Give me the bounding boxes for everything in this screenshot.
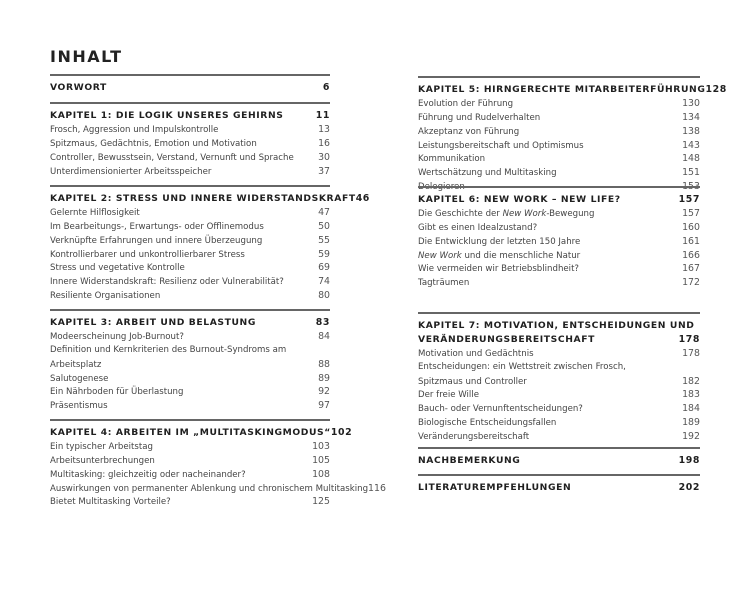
- toc-entry[interactable]: [418, 276, 700, 290]
- page-number: 172: [682, 277, 700, 289]
- entry-title: [50, 483, 368, 497]
- page-number: 153: [682, 181, 700, 193]
- entry-title: [50, 276, 284, 290]
- chapter-title: KAPITEL 1: DIE LOGIK UNSERES GEHIRNS: [50, 110, 284, 121]
- toc-entry[interactable]: [50, 220, 330, 234]
- page-number: 143: [682, 139, 700, 151]
- entry-title-part: Biologische Entscheidungsfallen: [418, 418, 557, 429]
- entry-title: [418, 236, 580, 250]
- page-number: 103: [312, 440, 330, 452]
- toc-section-vorwort: [50, 74, 330, 95]
- entry-title-part: New Work: [502, 208, 547, 219]
- page-number: 183: [682, 389, 700, 401]
- chapter-heading[interactable]: [50, 192, 370, 206]
- chapter-title: KAPITEL 2: STRESS UND INNERE WIDERSTANDSKRAFT: [50, 193, 356, 204]
- chapter-title: NACHBEMERKUNG: [418, 455, 521, 466]
- page-number: 182: [682, 375, 700, 387]
- toc-section-k4: [50, 419, 386, 509]
- toc-entry[interactable]: [50, 358, 330, 372]
- toc-entry[interactable]: [418, 430, 700, 444]
- toc-entry[interactable]: [418, 235, 700, 249]
- page-number: 157: [682, 207, 700, 219]
- entry-title-part: Spitzmaus, Gedächtnis, Emotion und Motivation: [50, 138, 257, 149]
- entry-title-part: Ein typischer Arbeitstag: [50, 441, 153, 452]
- chapter-title: KAPITEL 7: MOTIVATION, ENTSCHEIDUNGEN UND: [418, 320, 695, 331]
- toc-entry[interactable]: [418, 249, 700, 263]
- page-number: 138: [682, 125, 700, 137]
- entry-title: [418, 348, 534, 362]
- toc-entry[interactable]: [418, 125, 700, 139]
- entry-title: [50, 386, 183, 400]
- page-number: 80: [318, 290, 330, 302]
- chapter-heading[interactable]: [418, 83, 727, 97]
- entry-title-part: Die Geschichte der: [418, 208, 503, 219]
- entry-title-part: Arbeitsplatz: [50, 359, 102, 370]
- toc-section-k1: [50, 102, 330, 178]
- toc-section-k5: [418, 76, 727, 194]
- page-number: 88: [318, 358, 330, 370]
- chapter-title: KAPITEL 4: ARBEITEN IM „MULTITASKINGMODUS“: [50, 427, 331, 438]
- entry-title: [50, 207, 140, 221]
- entry-title: [418, 126, 519, 140]
- toc-entry[interactable]: [418, 139, 700, 153]
- page-number: 47: [318, 206, 330, 218]
- entry-title: [418, 222, 537, 236]
- chapter-heading[interactable]: [418, 333, 700, 347]
- entry-title: [418, 263, 579, 277]
- toc-section-nachbemerkung: [418, 447, 700, 468]
- entry-title: [418, 403, 583, 417]
- toc-entry[interactable]: [418, 262, 700, 276]
- toc-entry[interactable]: [418, 166, 700, 180]
- toc-entry[interactable]: [50, 330, 330, 344]
- entry-title-part: Frosch, Aggression und Impulskontrolle: [50, 124, 219, 135]
- toc-entry[interactable]: [50, 440, 330, 454]
- toc-entry[interactable]: [418, 347, 700, 361]
- page-number: 30: [318, 151, 330, 163]
- toc-entry[interactable]: [50, 289, 330, 303]
- page-number: 166: [682, 249, 700, 261]
- chapter-title: LITERATUREMPFEHLUNGEN: [418, 482, 572, 493]
- entry-title-part: Entscheidungen: ein Wettstreit zwischen Frosch,: [418, 361, 626, 372]
- chapter-title: VERÄNDERUNGSBEREITSCHAFT: [418, 333, 595, 345]
- entry-title: [50, 235, 262, 249]
- toc-entry[interactable]: [50, 206, 330, 220]
- entry-title: [50, 373, 108, 387]
- toc-entry[interactable]: [50, 137, 330, 151]
- toc-entry[interactable]: [418, 388, 700, 402]
- entry-title: [50, 331, 184, 345]
- page-number: 202: [678, 482, 700, 493]
- toc-entry[interactable]: [50, 454, 330, 468]
- entry-title-part: Führung und Rudelverhalten: [418, 112, 541, 123]
- toc-entry[interactable]: [418, 402, 700, 416]
- entry-title-part: Wie vermeiden wir Betriebsblindheit?: [418, 264, 579, 275]
- toc-entry[interactable]: [418, 97, 700, 111]
- entry-title-part: Ein Nährboden für Überlastung: [50, 387, 184, 398]
- toc-entry[interactable]: [50, 261, 330, 275]
- toc-entry[interactable]: [418, 361, 700, 375]
- toc-entry[interactable]: [50, 248, 330, 262]
- page-number: 16: [318, 137, 330, 149]
- chapter-heading[interactable]: [418, 319, 700, 333]
- entry-title: [50, 496, 171, 510]
- page-number: 157: [678, 194, 700, 205]
- entry-title-part: Verknüpfte Erfahrungen und innere Überzeugung: [50, 235, 263, 246]
- entry-title: [418, 112, 540, 126]
- toc-entry[interactable]: [50, 385, 330, 399]
- chapter-heading[interactable]: [50, 426, 353, 440]
- chapter-title: VORWORT: [50, 82, 107, 93]
- toc-entry[interactable]: [50, 372, 330, 386]
- entry-title: [50, 359, 101, 373]
- page-number: 69: [318, 262, 330, 274]
- entry-title: [418, 417, 556, 431]
- toc-entry[interactable]: [50, 275, 330, 289]
- page-number: 92: [318, 386, 330, 398]
- toc-section-literatur: [418, 474, 700, 495]
- entry-title-part: -Bewegung: [546, 208, 595, 219]
- entry-title: [418, 277, 469, 291]
- page-number: 192: [682, 431, 700, 443]
- entry-title-part: Im Bearbeitungs-, Erwartungs- oder Offlinemodus: [50, 221, 264, 232]
- entry-title-part: Die Entwicklung der letzten 150 Jahre: [418, 236, 581, 247]
- entry-title: [50, 290, 160, 304]
- page-number: 89: [318, 372, 330, 384]
- chapter-heading[interactable]: [418, 481, 700, 495]
- entry-title-part: und die menschliche Natur: [461, 250, 581, 261]
- entry-title-part: Kommunikation: [418, 154, 486, 165]
- page-number: 97: [318, 400, 330, 412]
- entry-title-part: Bietet Multitasking Vorteile?: [50, 497, 171, 508]
- entry-title: [50, 166, 211, 180]
- page-number: 50: [318, 220, 330, 232]
- entry-title-part: Multitasking: gleichzeitig oder nacheinander?: [50, 469, 246, 480]
- chapter-heading[interactable]: [418, 454, 700, 468]
- page-number: 189: [682, 417, 700, 429]
- entry-title: [50, 469, 246, 483]
- page-number: 37: [318, 165, 330, 177]
- page-number: 130: [682, 97, 700, 109]
- entry-title: [50, 262, 185, 276]
- page-number: 74: [318, 276, 330, 288]
- entry-title-part: Stress und vegetative Kontrolle: [50, 263, 185, 274]
- page-number: 102: [330, 427, 353, 438]
- page-number: 46: [355, 193, 370, 204]
- entry-title: [418, 140, 584, 154]
- page-number: 151: [682, 167, 700, 179]
- entry-title-part: Unterdimensionierter Arbeitsspeicher: [50, 166, 212, 177]
- toc-section-k7: [418, 312, 700, 444]
- entry-title-part: Innere Widerstandskraft: Resilienz oder Vulnerabilität?: [50, 277, 284, 288]
- page-number: 6: [322, 82, 330, 93]
- page-number: 11: [315, 110, 330, 121]
- toc-section-k6: [418, 186, 700, 290]
- entry-title-part: Kontrollierbarer und unkontrollierbarer Stress: [50, 249, 245, 260]
- page-number: 161: [682, 235, 700, 247]
- entry-title-part: Modeerscheinung Job-Burnout?: [50, 331, 184, 342]
- page-number: 55: [318, 234, 330, 246]
- page-title: INHALT: [50, 47, 123, 66]
- page-number: 184: [682, 403, 700, 415]
- toc-entry[interactable]: [50, 468, 330, 482]
- entry-title-part: Der freie Wille: [418, 390, 479, 401]
- toc-entry[interactable]: [418, 375, 700, 389]
- entry-title-part: Spitzmaus und Controller: [418, 376, 527, 387]
- entry-title: [50, 138, 257, 152]
- page-number: 125: [312, 496, 330, 508]
- toc-entry[interactable]: [418, 152, 700, 166]
- entry-title-part: Veränderungsbereitschaft: [418, 432, 530, 443]
- page-number: 198: [678, 455, 700, 466]
- entry-title-part: Evolution der Führung: [418, 98, 514, 109]
- toc-entry[interactable]: [50, 399, 330, 413]
- page-number: 178: [682, 347, 700, 359]
- toc-entry[interactable]: [50, 495, 330, 509]
- entry-title: [418, 250, 580, 264]
- page-number: 167: [682, 263, 700, 275]
- entry-title: [50, 441, 153, 455]
- entry-title: [50, 344, 286, 358]
- entry-title: [50, 221, 264, 235]
- entry-title-part: Gibt es einen Idealzustand?: [418, 222, 538, 233]
- toc-entry[interactable]: [50, 344, 330, 358]
- entry-title-part: Präsentismus: [50, 401, 108, 412]
- entry-title-part: Motivation und Gedächtnis: [418, 348, 534, 359]
- page-number: 178: [678, 333, 700, 345]
- chapter-heading[interactable]: [50, 109, 330, 123]
- chapter-heading[interactable]: [418, 193, 700, 207]
- toc-section-k3: [50, 309, 330, 413]
- page-number: 108: [312, 468, 330, 480]
- page-number: 84: [318, 330, 330, 342]
- toc-entry[interactable]: [418, 416, 700, 430]
- toc-entry[interactable]: [50, 151, 330, 165]
- entry-title: [418, 208, 594, 222]
- entry-title-part: Gelernte Hilflosigkeit: [50, 207, 140, 218]
- page-number: 59: [318, 248, 330, 260]
- entry-title: [50, 249, 245, 263]
- entry-title-part: Salutogenese: [50, 373, 109, 384]
- entry-title: [418, 431, 529, 445]
- toc-entry[interactable]: [50, 123, 330, 137]
- toc-entry[interactable]: [50, 482, 386, 496]
- entry-title: [50, 455, 155, 469]
- toc-entry[interactable]: [418, 221, 700, 235]
- toc-entry[interactable]: [50, 165, 330, 179]
- entry-title-part: Wertschätzung und Multitasking: [418, 168, 557, 179]
- entry-title-part: Resiliente Organisationen: [50, 291, 161, 302]
- page-number: 83: [315, 317, 330, 328]
- page-number: 160: [682, 221, 700, 233]
- page-number: 105: [312, 454, 330, 466]
- chapter-title: KAPITEL 6: NEW WORK – NEW LIFE?: [418, 194, 621, 205]
- entry-title: [418, 98, 513, 112]
- entry-title: [50, 152, 294, 166]
- entry-title-part: Controller, Bewusstsein, Verstand, Vernunft und Sprache: [50, 152, 294, 163]
- chapter-heading[interactable]: [50, 316, 330, 330]
- page-number: 13: [318, 123, 330, 135]
- page-number: 116: [368, 482, 386, 494]
- entry-title-part: Akzeptanz von Führung: [418, 126, 520, 137]
- entry-title: [418, 376, 527, 390]
- entry-title: [50, 124, 218, 138]
- entry-title: [418, 153, 485, 167]
- entry-title-part: Tagträumen: [418, 278, 470, 289]
- chapter-heading[interactable]: [50, 81, 330, 95]
- page-number: 148: [682, 153, 700, 165]
- entry-title-part: New Work: [418, 250, 462, 261]
- entry-title: [418, 389, 479, 403]
- page-number: 134: [682, 111, 700, 123]
- entry-title: [418, 167, 557, 181]
- entry-title-part: Leistungsbereitschaft und Optimismus: [418, 140, 584, 151]
- page-number: 128: [705, 84, 727, 95]
- toc-entry[interactable]: [418, 207, 700, 221]
- chapter-title: KAPITEL 3: ARBEIT UND BELASTUNG: [50, 317, 256, 328]
- toc-entry[interactable]: [418, 111, 700, 125]
- entry-title-part: Bauch- oder Vernunftentscheidungen?: [418, 404, 583, 415]
- entry-title-part: Auswirkungen von permanenter Ablenkung und chronischem Multitasking: [50, 483, 369, 494]
- entry-title-part: Arbeitsunterbrechungen: [50, 455, 155, 466]
- entry-title: [418, 361, 626, 375]
- entry-title: [50, 400, 108, 414]
- entry-title-part: Definition und Kernkriterien des Burnout-Syndroms am: [50, 344, 287, 355]
- toc-entry[interactable]: [50, 234, 330, 248]
- toc-section-k2: [50, 185, 370, 303]
- entry-title-part: Delegieren: [418, 182, 465, 193]
- chapter-title: KAPITEL 5: HIRNGERECHTE MITARBEITERFÜHRUNG: [418, 84, 706, 95]
